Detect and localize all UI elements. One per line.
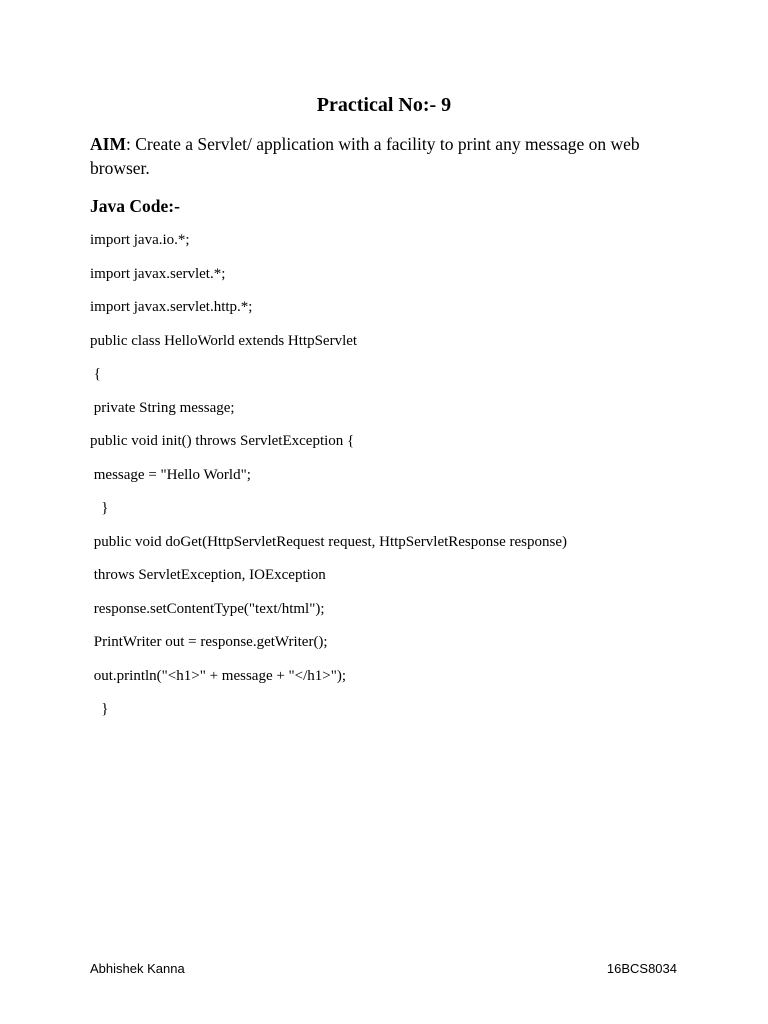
code-line: out.println("<h1>" + message + "</h1>"); xyxy=(90,667,347,684)
code-listing xyxy=(90,229,690,732)
footer-roll-number: 16BCS8034 xyxy=(606,961,677,976)
code-line: public void init() throws ServletException { xyxy=(90,433,355,449)
code-line: public void doGet(HttpServletRequest request, HttpServletResponse response) xyxy=(90,533,567,550)
code-line: response.setContentType("text/html"); xyxy=(90,600,325,617)
aim-paragraph xyxy=(90,132,660,180)
code-line: message = "Hello World"; xyxy=(90,466,251,483)
code-line: throws ServletException, IOException xyxy=(90,567,326,583)
code-line: import javax.servlet.*; xyxy=(90,265,226,282)
code-line: { xyxy=(90,366,101,382)
code-line: import java.io.*; xyxy=(90,232,190,248)
code-heading: Java Code:- xyxy=(90,196,180,216)
page-title: Practical No:- 9 xyxy=(316,94,452,116)
aim-text: : Create a Servlet/ application with a facility to print any message on web browser. xyxy=(90,134,640,178)
code-line: } xyxy=(90,500,109,516)
aim-label: AIM xyxy=(90,134,126,154)
code-line: import javax.servlet.http.*; xyxy=(90,299,253,315)
code-line: private String message; xyxy=(90,399,235,416)
code-line: PrintWriter out = response.getWriter(); xyxy=(90,634,328,650)
code-line: public class HelloWorld extends HttpServlet xyxy=(90,332,358,349)
footer-author: Abhishek Kanna xyxy=(90,961,185,976)
code-line: } xyxy=(90,701,109,717)
